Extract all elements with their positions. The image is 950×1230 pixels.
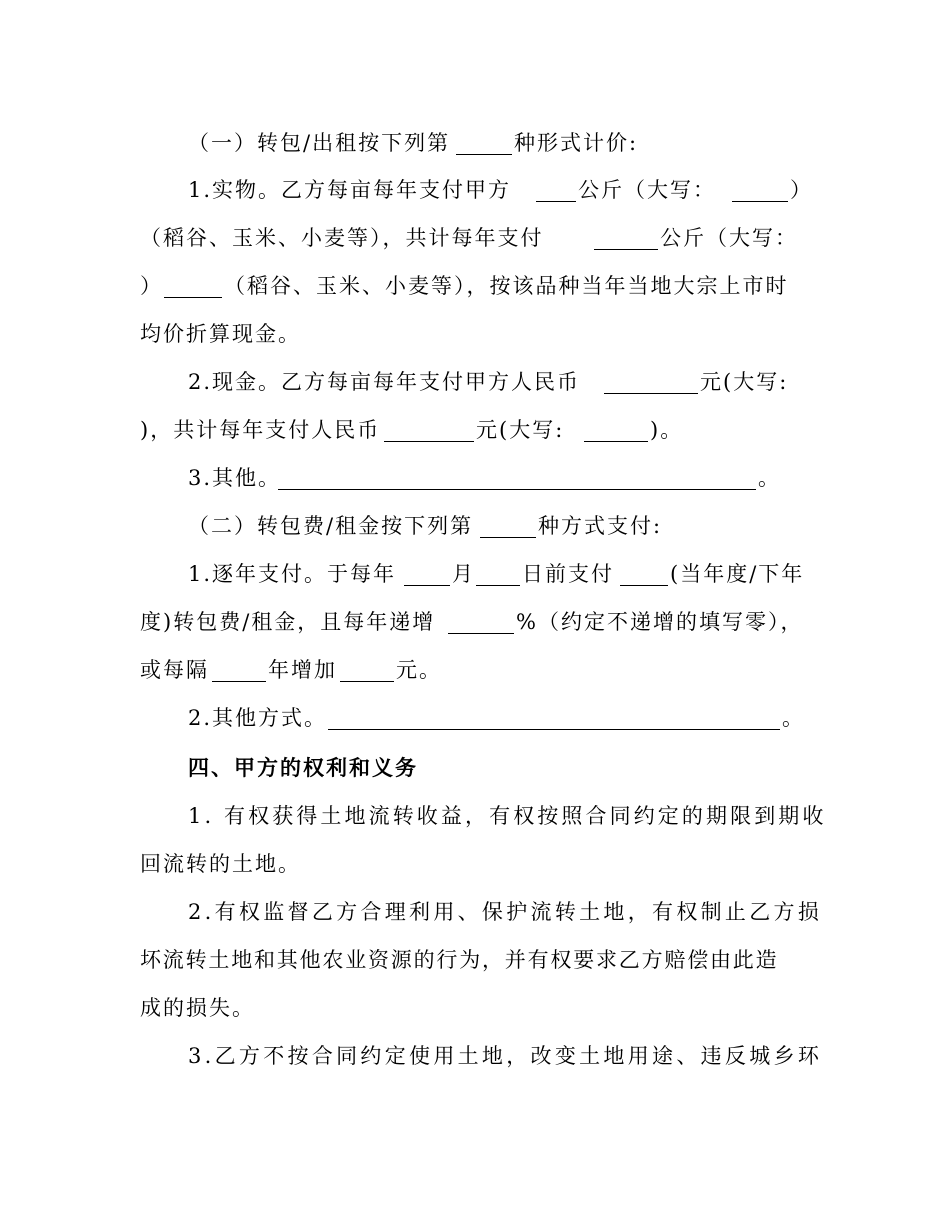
text-segment: ）	[790, 178, 813, 202]
fill-blank[interactable]	[480, 515, 536, 538]
text-segment: 3.乙方不按合同约定使用土地，改变土地用途、违反城乡环	[188, 1044, 823, 1068]
fill-blank[interactable]	[384, 419, 474, 442]
fill-blank[interactable]	[448, 611, 514, 634]
text-segment: 回流转的土地。	[140, 852, 301, 876]
text-segment: 元(大写:	[476, 418, 565, 442]
text-segment: （稻谷、玉米、小麦等），按该品种当年当地大宗上市时	[224, 274, 789, 298]
text-segment: 或每隔	[140, 658, 209, 682]
text-segment: 种形式计价:	[514, 131, 639, 155]
text-segment: 坏流转土地和其他农业资源的行为，并有权要求乙方赔偿由此造	[140, 948, 779, 972]
text-segment: 日前支付	[522, 562, 614, 586]
fill-blank[interactable]	[456, 132, 512, 155]
fill-blank[interactable]	[404, 563, 450, 586]
fill-blank[interactable]	[594, 227, 658, 250]
text-segment: 2.现金。乙方每亩每年支付甲方人民币	[188, 370, 581, 394]
text-segment: 2.其他方式。	[188, 706, 328, 730]
text-segment: 1. 有权获得土地流转收益，有权按照合同约定的期限到期收	[188, 804, 827, 828]
text-segment: 均价折算现金。	[140, 322, 301, 346]
text-segment: 度)转包费/租金，且每年递增	[140, 610, 436, 634]
heading-text: 四、甲方的权利和义务	[188, 755, 418, 780]
text-segment: 元。	[396, 658, 442, 682]
text-segment: 。	[782, 706, 805, 730]
text-segment: 月	[452, 562, 475, 586]
fill-blank[interactable]	[164, 275, 222, 298]
text-segment: )。	[650, 418, 684, 442]
fill-blank[interactable]	[620, 563, 668, 586]
text-segment: 2.有权监督乙方合理利用、保护流转土地，有权制止乙方损	[188, 900, 823, 924]
text-segment: 3.其他。	[188, 466, 282, 490]
text-segment: ）	[140, 274, 163, 298]
text-segment: 1.实物。乙方每亩每年支付甲方	[188, 178, 512, 202]
fill-blank[interactable]	[604, 371, 698, 394]
text-segment: 种方式支付:	[538, 514, 663, 538]
text-segment: 成的损失。	[140, 996, 255, 1020]
text-segment: （一）转包/出租按下列第	[188, 131, 451, 155]
text-segment: （稻谷、玉米、小麦等），共计每年支付	[140, 226, 544, 250]
text-segment: 年增加	[268, 658, 337, 682]
fill-blank[interactable]	[328, 707, 780, 730]
text-segment: （二）转包费/租金按下列第	[188, 514, 474, 538]
fill-blank[interactable]	[278, 467, 756, 490]
fill-blank[interactable]	[584, 419, 648, 442]
fill-blank[interactable]	[732, 179, 788, 202]
text-segment: 1.逐年支付。于每年	[188, 562, 397, 586]
text-segment: 公斤（大写：	[660, 226, 798, 250]
text-segment: 元(大写:	[700, 370, 789, 394]
text-segment: 。	[758, 466, 781, 490]
fill-blank[interactable]	[340, 659, 394, 682]
text-segment: )，共计每年支付人民币	[140, 418, 381, 442]
text-segment: %（约定不递增的填写零），	[516, 610, 804, 634]
fill-blank[interactable]	[212, 659, 266, 682]
fill-blank[interactable]	[536, 179, 576, 202]
fill-blank[interactable]	[476, 563, 520, 586]
text-segment: (当年度/下年	[670, 562, 805, 586]
text-segment: 公斤（大写：	[578, 178, 716, 202]
